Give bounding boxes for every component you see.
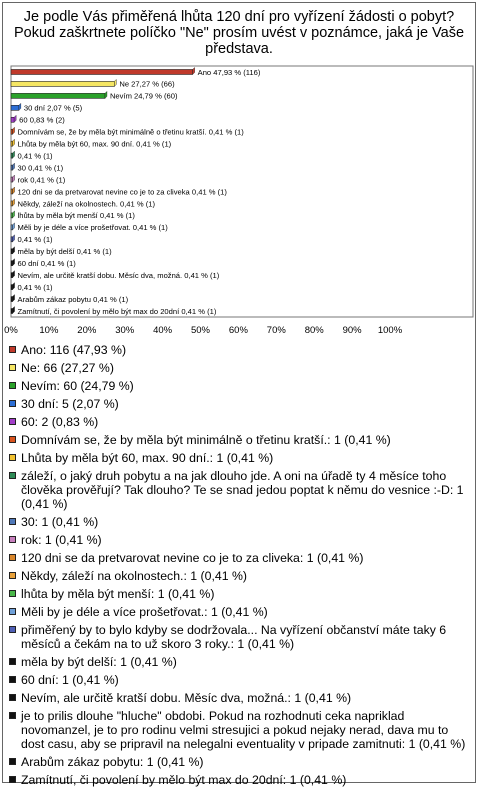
- bar-label: lhůta by měla být menší 0,41 % (1): [17, 211, 135, 221]
- bar: [11, 177, 13, 182]
- bar-label: 60 dní 0,41 % (1): [17, 259, 76, 269]
- legend-label: je to prilis dlouhe "hluche" obdobi. Pokud na rozhodnuti ceka napriklad novomanzel, je to pro rodinu velmi stresujici a pokud nejaky nerad, dava mu to dost casu, aby se pripravil na nelegalni eventuality v pripade zamitnuti: 1 (0,41 %): [21, 709, 466, 751]
- bar: [11, 81, 114, 86]
- legend-label: Domnívám se, že by měla být minimálně o třetinu kratší.: 1 (0,41 %): [21, 433, 391, 447]
- bar: [11, 117, 14, 122]
- x-tick-label: 60%: [228, 325, 248, 336]
- bar-label: 0,41 % (1): [17, 282, 53, 292]
- legend-swatch: [9, 758, 16, 765]
- bar-label: Měli by je déle a více prošetřovat. 0,41 % (1): [17, 223, 168, 233]
- bar-label: Nevím, ale určitě kratší dobu. Měsíc dva, možná. 0,41 % (1): [17, 270, 220, 280]
- legend-label: Zamítnutí, či povolení by mělo být max do 20dní: 1 (0,41 %): [21, 773, 347, 787]
- legend-item: [8, 551, 472, 565]
- legend-swatch: [9, 572, 16, 579]
- legend-swatch: [9, 676, 16, 683]
- chart-title: Je podle Vás přiměřená lhůta 120 dní pro vyřízení žádosti o pobyt? Pokud zaškrtnete políčko "Ne" prosím uvést v poznámce, jaká je Vaše představa.: [13, 9, 465, 57]
- bar-cap: [13, 271, 15, 278]
- bar-label: rok 0,41 % (1): [17, 175, 66, 185]
- bar: [11, 249, 13, 254]
- bar-cap: [13, 163, 15, 170]
- legend-swatch: [9, 658, 16, 665]
- bar-label: Ano 47,93 % (116): [197, 67, 261, 77]
- bar: [11, 129, 13, 134]
- bar-cap: [114, 79, 116, 86]
- bar: [11, 141, 13, 146]
- legend-item: [8, 605, 472, 619]
- bar-label: 60 0,83 % (2): [19, 115, 65, 125]
- legend-item: [8, 533, 472, 547]
- legend-item: [8, 655, 472, 669]
- legend-label: Měli by je déle a více prošetřovat.: 1 (0,41 %): [21, 605, 268, 619]
- bar-cap: [13, 259, 15, 266]
- legend-label: Ano: 116 (47,93 %): [21, 343, 127, 357]
- bar-cap: [13, 223, 15, 230]
- bar-cap: [13, 247, 15, 254]
- legend-item: [8, 379, 472, 393]
- legend-label: Nevím, ale určitě kratší dobu. Měsíc dva, možná.: 1 (0,41 %): [21, 691, 352, 705]
- legend-item: [8, 773, 472, 787]
- bar-cap: [13, 199, 15, 206]
- bar: [11, 105, 19, 110]
- legend-swatch: [9, 436, 16, 443]
- bar-label: Ne 27,27 % (66): [119, 79, 175, 89]
- bar-cap: [14, 115, 16, 122]
- bar: [11, 297, 13, 302]
- bar: [11, 273, 13, 278]
- legend-label: záleží, o jaký druh pobytu a na jak dlouho jde. A oni na úřadě ty 4 měsíce toho člověka prověřují? Tak dlouho? Te se snad jedou poptat k němu do vesnice :-D: 1 (0,41 %): [21, 469, 464, 511]
- bar: [11, 153, 13, 158]
- bar: [11, 213, 13, 218]
- legend-item: [8, 397, 472, 411]
- legend-swatch: [9, 626, 16, 633]
- bar-label: Zamítnutí, či povolení by mělo být max do 20dní 0,41 % (1): [17, 306, 217, 316]
- legend-label: lhůta by měla být menší: 1 (0,41 %): [21, 587, 215, 601]
- x-tick-label: 30%: [115, 325, 135, 336]
- bar-label: Nevím 24,79 % (60): [109, 91, 178, 101]
- legend-label: Nevím: 60 (24,79 %): [21, 379, 134, 393]
- x-tick-label: 20%: [77, 325, 97, 336]
- legend-label: Arabům zákaz pobytu: 1 (0,41 %): [21, 755, 204, 769]
- bar-cap: [13, 211, 15, 218]
- legend-item: [8, 343, 472, 357]
- bar-cap: [13, 235, 15, 242]
- bar-cap: [193, 67, 195, 74]
- x-tick-label: 50%: [190, 325, 211, 336]
- x-tick-label: 40%: [153, 325, 173, 336]
- bar-label: měla by být delší 0,41 % (1): [17, 247, 112, 257]
- bar-cap: [13, 307, 15, 314]
- x-tick-label: 70%: [266, 325, 286, 336]
- legend-label: Ne: 66 (27,27 %): [21, 361, 114, 375]
- bar-cap: [13, 139, 15, 146]
- legend-label: Lhůta by měla být 60, max. 90 dní.: 1 (0,41 %): [21, 451, 274, 465]
- legend-item: [8, 623, 472, 651]
- bar-cap: [105, 91, 107, 98]
- legend-item: [8, 415, 472, 429]
- legend-swatch: [9, 608, 16, 615]
- legend-item: [8, 515, 472, 529]
- bar-label: 30 0,41 % (1): [17, 163, 64, 173]
- legend-label: rok: 1 (0,41 %): [21, 533, 102, 547]
- legend-swatch: [9, 454, 16, 461]
- bar: [11, 237, 13, 242]
- bar: [11, 165, 13, 170]
- bar: [11, 309, 13, 314]
- legend-swatch: [9, 400, 16, 407]
- bar: [11, 225, 13, 230]
- bar: [11, 201, 13, 206]
- bar-label: 0,41 % (1): [17, 151, 53, 161]
- legend-item: [8, 451, 472, 465]
- legend-swatch: [9, 364, 16, 371]
- legend-swatch: [9, 418, 16, 425]
- bar: [11, 261, 13, 266]
- legend-item: [8, 691, 472, 705]
- bar-cap: [13, 187, 15, 194]
- legend-item: [8, 569, 472, 583]
- legend-item: [8, 755, 472, 769]
- bar-cap: [13, 283, 15, 290]
- legend-swatch: [9, 382, 16, 389]
- bar: [11, 69, 193, 74]
- legend-swatch: [9, 776, 16, 783]
- bar-label: 120 dni se da pretvarovat nevine co je to za cliveka 0,41 % (1): [17, 187, 227, 197]
- legend-item: [8, 433, 472, 447]
- bar-label: Někdy, záleží na okolnostech. 0,41 % (1): [17, 199, 156, 209]
- x-tick-label: 10%: [39, 325, 59, 336]
- legend-item: [8, 673, 472, 687]
- bar-label: Arabům zákaz pobytu 0,41 % (1): [17, 294, 129, 304]
- legend-swatch: [9, 518, 16, 525]
- bar-label: Lhůta by měla být 60, max. 90 dní. 0,41 % (1): [17, 139, 172, 149]
- bar-cap: [13, 175, 15, 182]
- x-tick-label: 100%: [377, 325, 403, 336]
- bar: [11, 285, 13, 290]
- legend-swatch: [9, 590, 16, 597]
- chart-legend: [8, 343, 472, 791]
- legend-label: Někdy, záleží na okolnostech.: 1 (0,41 %): [21, 569, 248, 583]
- bar-cap: [13, 127, 15, 134]
- bar: [11, 189, 13, 194]
- legend-label: 30: 1 (0,41 %): [21, 515, 99, 529]
- legend-label: přiměřený by to bylo kdyby se dodržovala... Na vyřízení občanství máte taky 6 měsíců a čekám na to už skoro 3 roky.: 1 (0,41 %): [21, 623, 447, 651]
- bar-label: Domnívám se, že by měla být minimálně o třetinu kratší. 0,41 % (1): [17, 127, 244, 137]
- legend-label: 30 dní: 5 (2,07 %): [21, 397, 119, 411]
- legend-swatch: [9, 536, 16, 543]
- legend-label: 120 dni se da pretvarovat nevine co je to za cliveka: 1 (0,41 %): [21, 551, 364, 565]
- x-tick-label: 80%: [304, 325, 324, 336]
- legend-swatch: [9, 712, 16, 719]
- bar-cap: [13, 151, 15, 158]
- bar-chart: [0, 0, 480, 340]
- x-tick-label: 0%: [4, 325, 18, 336]
- legend-swatch: [9, 554, 16, 561]
- bar-cap: [13, 295, 15, 302]
- bar-label: 30 dní 2,07 % (5): [23, 103, 83, 113]
- x-tick-label: 90%: [342, 325, 362, 336]
- bar: [11, 93, 105, 98]
- legend-item: [8, 587, 472, 601]
- bar-label: 0,41 % (1): [17, 235, 53, 245]
- legend-swatch: [9, 472, 16, 479]
- legend-label: 60 dní: 1 (0,41 %): [21, 673, 119, 687]
- legend-item: [8, 361, 472, 375]
- legend-swatch: [9, 694, 16, 701]
- legend-item: [8, 469, 472, 511]
- legend-item: [8, 709, 472, 751]
- legend-swatch: [9, 346, 16, 353]
- bar-cap: [19, 103, 21, 110]
- legend-label: měla by být delší: 1 (0,41 %): [21, 655, 177, 669]
- legend-label: 60: 2 (0,83 %): [21, 415, 99, 429]
